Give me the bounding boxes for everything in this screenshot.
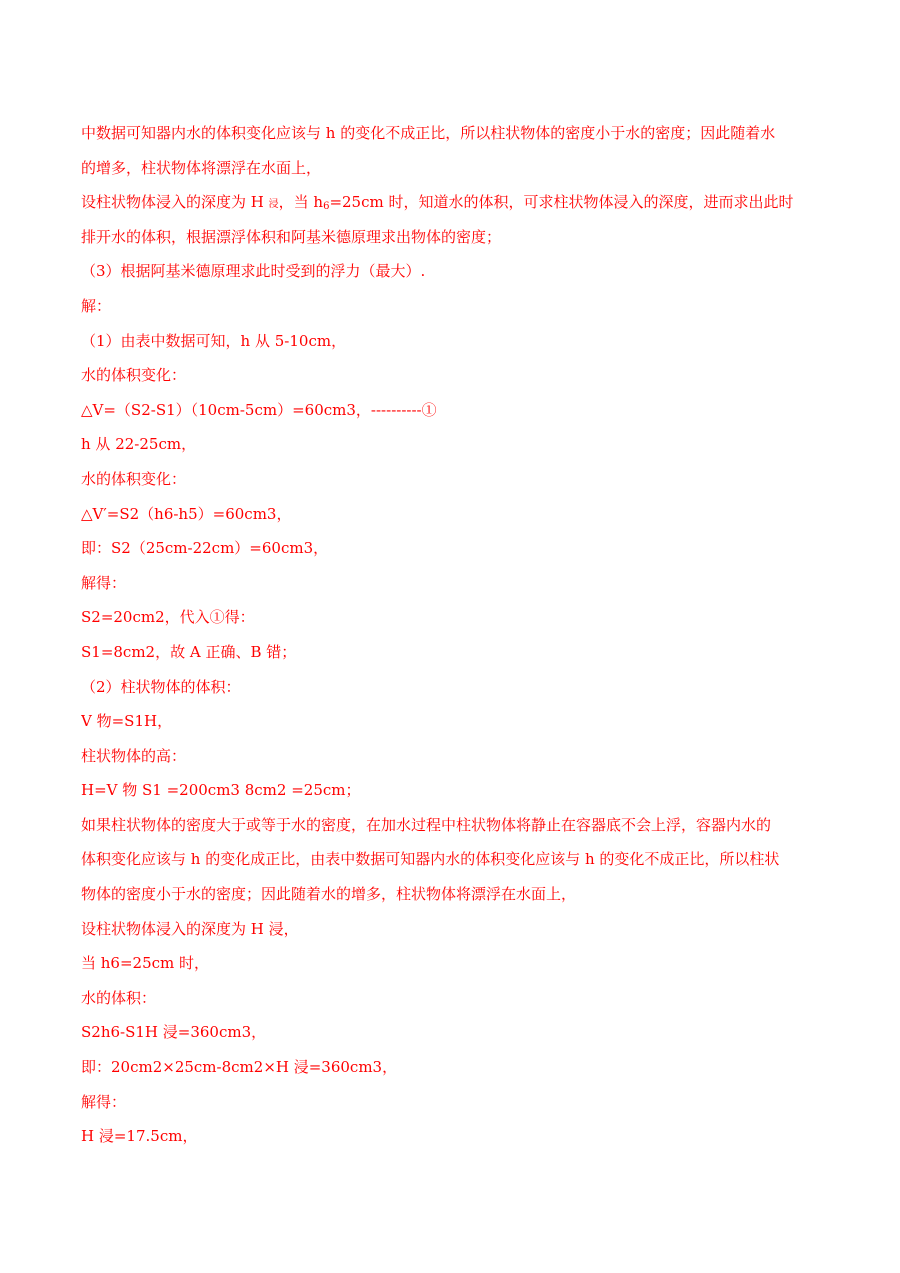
- document-body: [81, 116, 821, 1154]
- text-line: 柱状物体的高：: [81, 746, 187, 765]
- text-line: 解：: [81, 296, 112, 315]
- text-line: 排开水的体积，根据漂浮体积和阿基米德原理求出物体的密度；: [81, 227, 502, 246]
- text-line: S1=8cm2，故 A 正确、B 错；: [81, 642, 297, 661]
- text-line: 如果柱状物体的密度大于或等于水的密度，在加水过程中柱状物体将静止在容器底不会上浮，容器内水的: [81, 815, 772, 834]
- text-line: △V=（S2-S1）（10cm-5cm）=60cm3，----------①: [81, 400, 437, 419]
- text-line: （3）根据阿基米德原理求此时受到的浮力（最大）.: [81, 262, 426, 281]
- text-line: V 物=S1H，: [81, 712, 173, 731]
- text-line: 当 h6=25cm 时，: [81, 954, 210, 973]
- text-line: H=V 物 S1 =200cm3 8cm2 =25cm；: [81, 781, 361, 800]
- text-line: h 从 22-25cm，: [81, 435, 197, 454]
- text-line: 物体的密度小于水的密度；因此随着水的增多，柱状物体将漂浮在水面上，: [81, 885, 577, 904]
- text-line: S2=20cm2，代入①得：: [81, 608, 255, 627]
- text-line: 水的体积变化：: [81, 469, 187, 488]
- text-line: 水的体积变化：: [81, 366, 187, 385]
- text-line: 的增多，柱状物体将漂浮在水面上，: [81, 158, 322, 177]
- text-line: S2h6-S1H 浸=360cm3，: [81, 1023, 267, 1042]
- text-line: 水的体积：: [81, 988, 157, 1007]
- text-line: 设柱状物体浸入的深度为 H 浸，当 $h_6=25cm$ 时，知道水的体积，可求柱状物体浸入的深度，进而求出此时: [81, 193, 794, 213]
- text-line: H 浸=17.5cm，: [81, 1127, 198, 1146]
- text-line: 解得：: [81, 573, 127, 592]
- text-line: 中数据可知器内水的体积变化应该与 h 的变化不成正比，所以柱状物体的密度小于水的密度；因此随着水: [81, 124, 776, 142]
- text-line: （2）柱状物体的体积：: [81, 677, 241, 696]
- text-line: 即：20cm2×25cm-8cm2×H 浸=360cm3，: [81, 1058, 398, 1077]
- text-line: 设柱状物体浸入的深度为 H 浸，: [81, 919, 299, 938]
- text-line: 体积变化应该与 h 的变化成正比，由表中数据可知器内水的体积变化应该与 h 的变化不成正比，所以柱状: [81, 850, 780, 869]
- text-line: （1）由表中数据可知，h 从 5-10cm，: [81, 331, 347, 350]
- text-line: △V′=S2（h6-h5）=60cm3，: [81, 504, 292, 523]
- text-line: 即：S2（25cm-22cm）=60cm3，: [81, 539, 329, 558]
- text-line: 解得：: [81, 1092, 127, 1111]
